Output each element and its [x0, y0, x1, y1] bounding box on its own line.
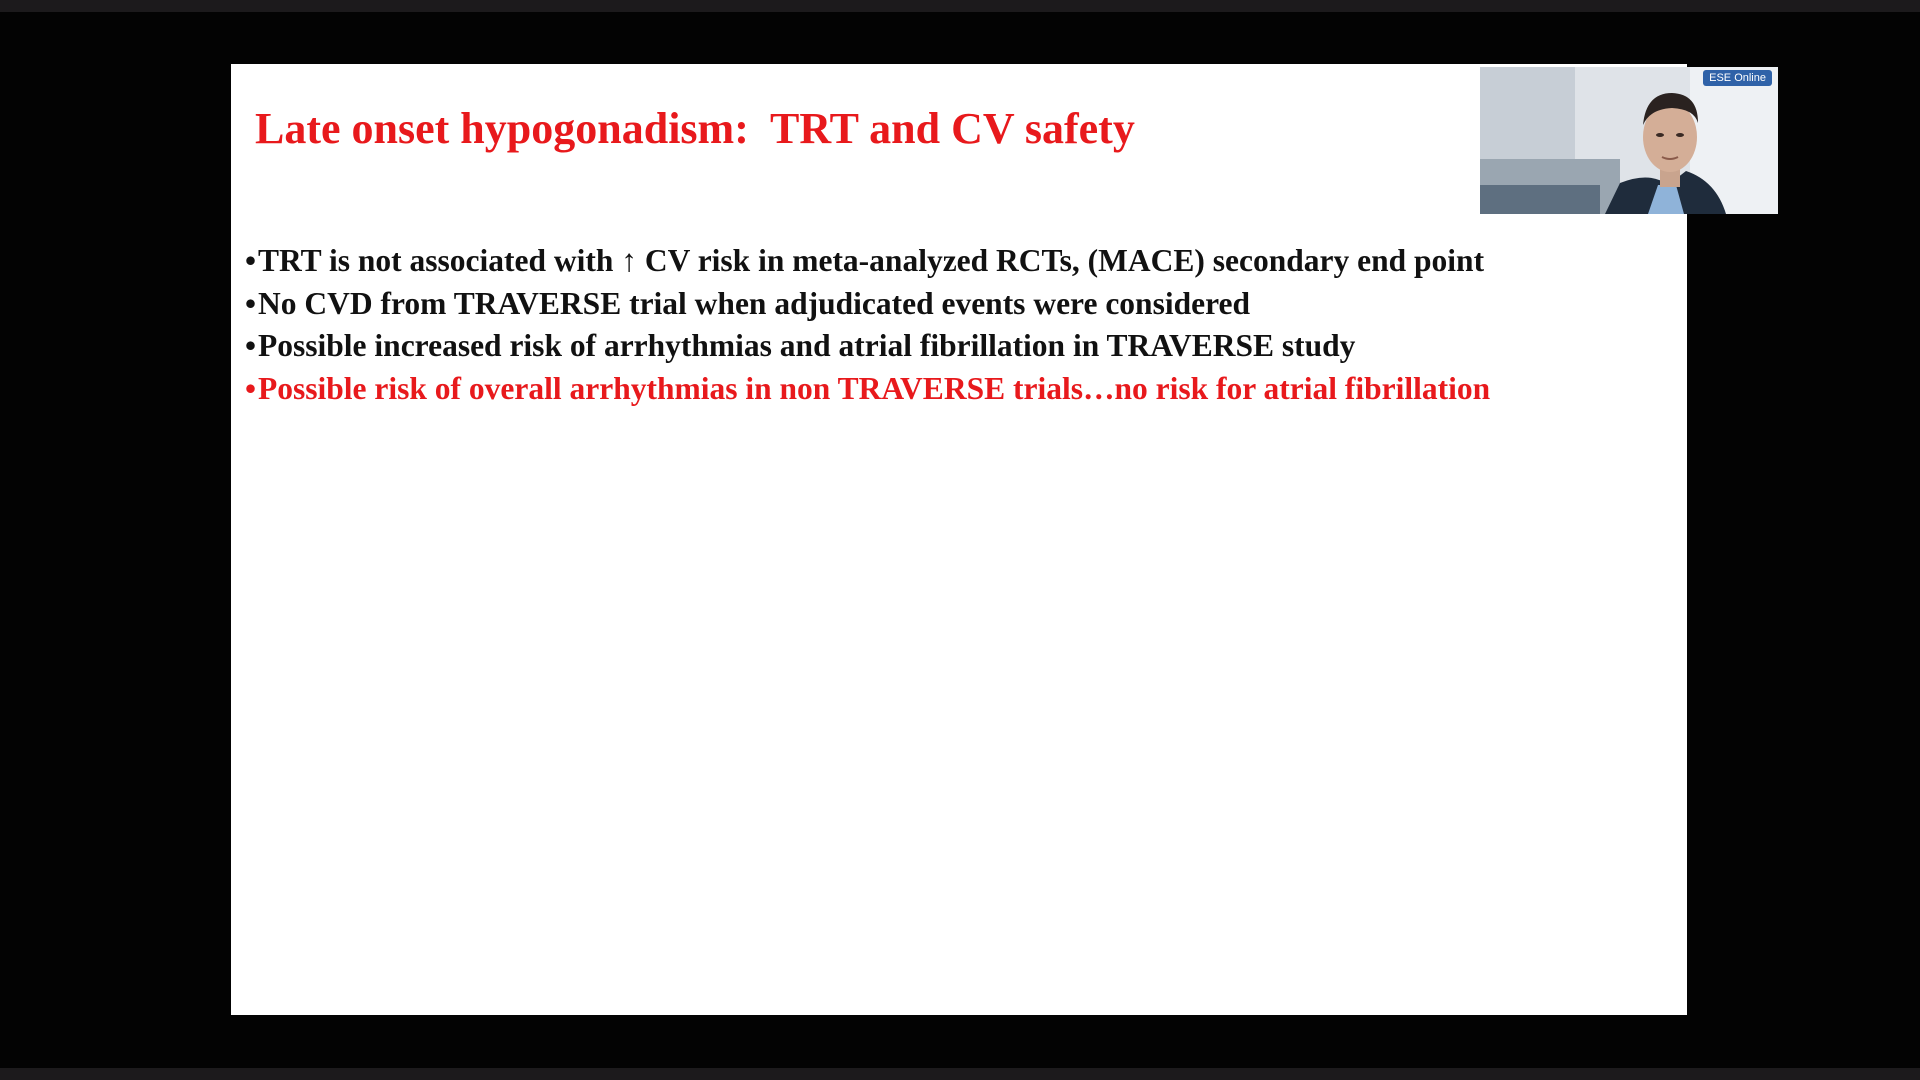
- bullet-marker: •: [245, 243, 257, 278]
- bullet-text: No CVD from TRAVERSE trial when adjudicated events were considered: [258, 285, 1250, 321]
- speaker-webcam-video[interactable]: [1480, 67, 1778, 214]
- bullet-list: [245, 240, 1490, 410]
- webcam-badge: ESE Online: [1703, 70, 1772, 86]
- bullet-marker: •: [245, 328, 257, 363]
- bullet-text: Possible risk of overall arrhythmias in non TRAVERSE trials…no risk for atrial fibrillation: [258, 370, 1491, 406]
- bullet-item: [245, 283, 1490, 326]
- bullet-text: Possible increased risk of arrhythmias and atrial fibrillation in TRAVERSE study: [258, 328, 1356, 363]
- top-border: [0, 0, 1920, 12]
- bullet-marker: •: [245, 370, 257, 406]
- slide-title: Late onset hypogonadism: TRT and CV safety: [255, 104, 1135, 153]
- bullet-item-highlighted: [245, 368, 1490, 411]
- webcam-image: [1480, 67, 1778, 214]
- bullet-item: [245, 325, 1490, 368]
- bottom-border: [0, 1068, 1920, 1080]
- bullet-text: TRT is not associated with ↑ CV risk in meta-analyzed RCTs, (MACE) secondary end point: [258, 243, 1485, 278]
- presentation-slide: [231, 64, 1687, 1015]
- bullet-marker: •: [245, 285, 257, 321]
- bullet-item: [245, 240, 1490, 283]
